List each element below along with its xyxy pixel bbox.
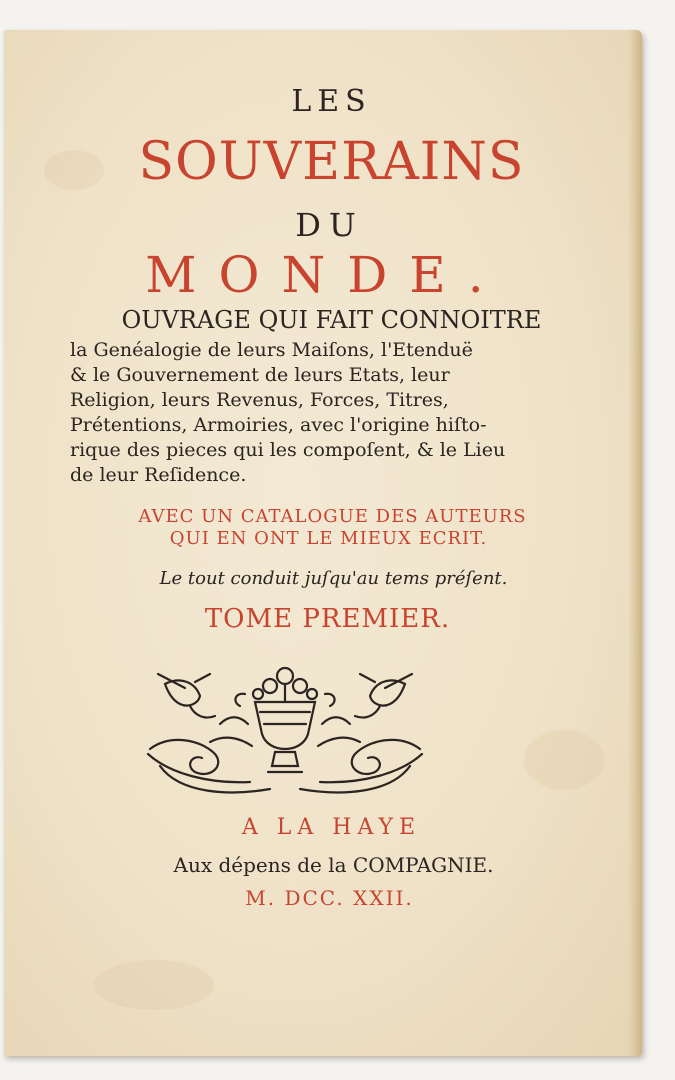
title-line-souverains: SOUVERAINS: [138, 132, 525, 192]
title-line-monde: MONDE.: [145, 246, 506, 304]
imprint-place: A LA HAYE: [241, 815, 422, 840]
description-line: rique des pieces qui les compoſent, & le Lieu: [70, 439, 506, 461]
printers-vignette-icon: [140, 654, 430, 804]
title-line-les: LES: [291, 84, 372, 119]
paper-stain: [94, 960, 214, 1010]
description-line: & le Gouvernement de leurs Etats, leur: [70, 364, 450, 386]
imprint-publisher: Aux dépens de la COMPAGNIE.: [173, 853, 494, 877]
tome-label: TOME PREMIER.: [204, 604, 451, 634]
imprint-date: M. DCC. XXII.: [245, 886, 414, 910]
catalog-line-2: QUI EN ONT LE MIEUX ECRIT.: [169, 528, 488, 549]
title-line-du: DU: [295, 206, 364, 244]
description-paragraph: [70, 338, 510, 488]
description-line: de leur Reſidence.: [70, 464, 247, 486]
catalog-line-1: AVEC UN CATALOGUE DES AUTEURS: [138, 506, 527, 527]
description-line: la Genéalogie de leurs Maiſons, l'Etenduë: [70, 339, 473, 361]
tout-line: Le tout conduit juſqu'au tems préſent.: [159, 568, 508, 589]
description-line: Prétentions, Armoiries, avec l'origine hiſto-: [70, 414, 487, 436]
paper-stain: [524, 730, 604, 790]
subtitle-heading: OUVRAGE QUI FAIT CONNOITRE: [121, 306, 542, 334]
description-line: Religion, leurs Revenus, Forces, Titres,: [70, 389, 449, 411]
